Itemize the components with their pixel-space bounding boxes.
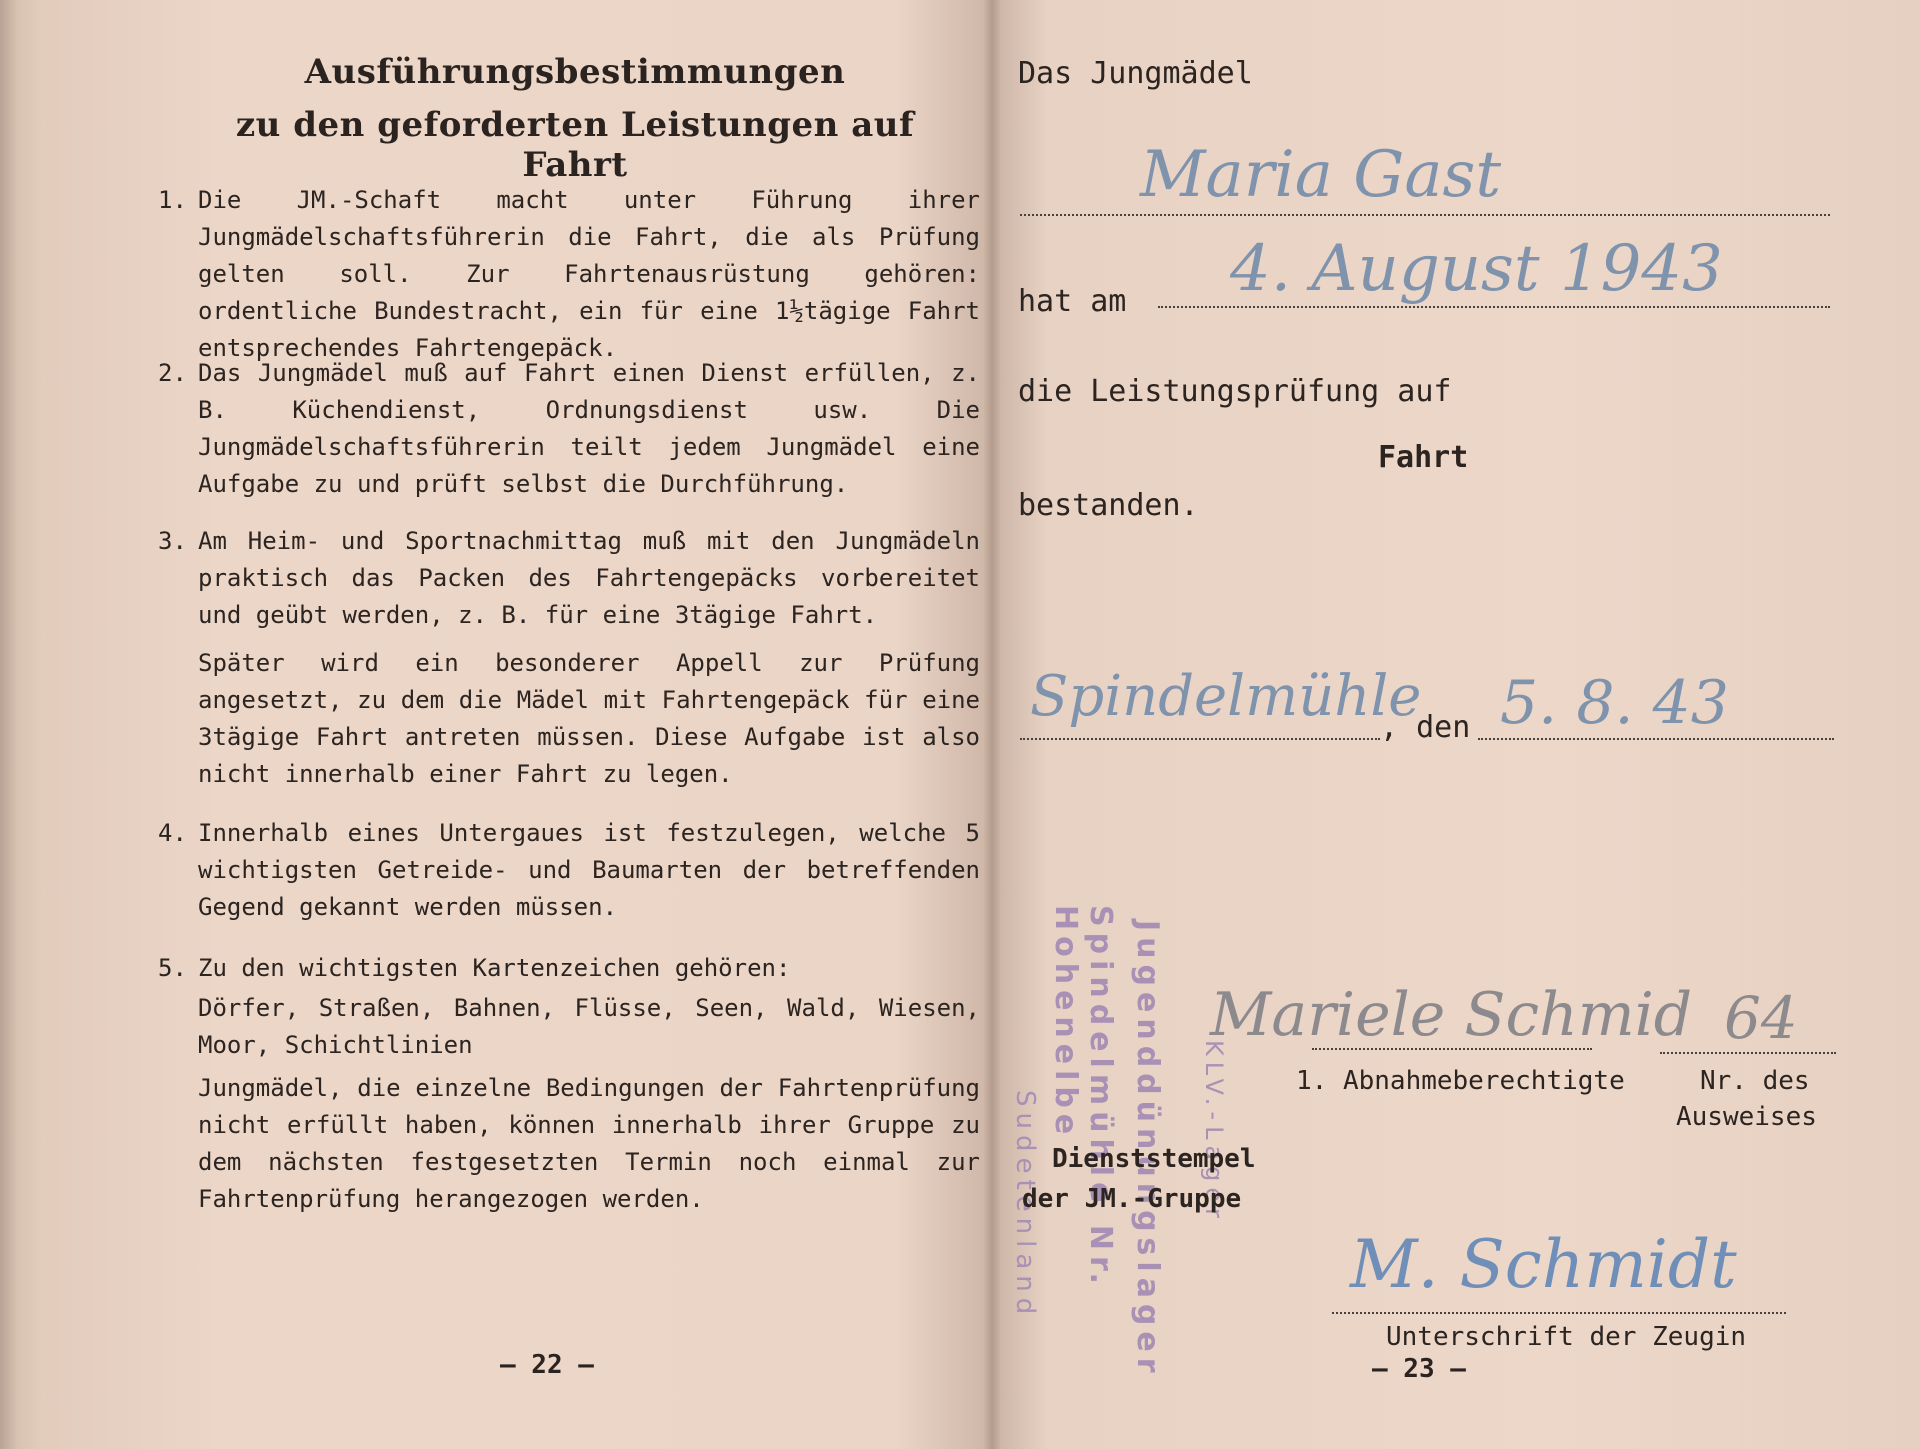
item-2-number: 2.	[158, 359, 187, 387]
label-examiner: 1. Abnahmeberechtigte	[1296, 1066, 1625, 1096]
label-jungmaedel: Das Jungmädel	[1018, 56, 1253, 91]
label-jm-gruppe: der JM.-Gruppe	[1022, 1184, 1242, 1214]
item-3-number: 3.	[158, 527, 187, 555]
label-hat-am: hat am	[1018, 284, 1127, 319]
handwritten-date-2: 5. 8. 43	[1500, 668, 1729, 738]
page-number-right: — 23 —	[1372, 1354, 1466, 1384]
item-5-text: Zu den wichtigsten Kartenzeichen gehören:	[198, 954, 791, 982]
heading-line1: Ausführungsbestimmungen	[304, 52, 846, 92]
item-2-text: Das Jungmädel muß auf Fahrt einen Dienst erfüllen, z. B. Küchendienst, Ordnungsdienst usw. Die Jungmädelschaftsführerin teilt jedem Jungmädel eine Aufgabe zu und prüft selbst die Durchführung.	[198, 359, 980, 498]
handwritten-examiner: Mariele Schmid	[1210, 980, 1693, 1050]
label-den: , den	[1380, 710, 1471, 745]
label-dienststempel: Dienststempel	[1052, 1144, 1256, 1174]
book-gutter	[984, 0, 1000, 1449]
stamp-text-klv: KLV.-Lager	[1200, 1040, 1228, 1225]
name-line	[1020, 214, 1830, 216]
page-edges	[0, 0, 44, 1449]
heading-line2: zu den geforderten Leistungen auf Fahrt	[235, 105, 915, 185]
item-5-note: Jungmädel, die einzelne Bedingungen der Fahrtenprüfung nicht erfüllt haben, können innerhalb ihrer Gruppe zu dem nächsten festgesetzten Termin noch einmal zur Fahrtenprüfung herangezogen werden.	[198, 1074, 980, 1213]
label-ausweises: Ausweises	[1676, 1102, 1817, 1132]
item-1-text: Die JM.-Schaft macht unter Führung ihrer Jungmädelschaftsführerin die Fahrt, die als Prüfung gelten soll. Zur Fahrtenausrüstung gehören: ordentliche Bundestracht, ein für eine 1½tägige Fahrt entsprechendes Fahrtengepäck.	[198, 186, 980, 362]
label-bestanden: bestanden.	[1018, 488, 1199, 523]
label-signature: Unterschrift der Zeugin	[1386, 1322, 1747, 1352]
handwritten-name: Maria Gast	[1140, 138, 1502, 212]
item-5-number: 5.	[158, 954, 187, 982]
signature-line	[1332, 1312, 1786, 1314]
date2-line	[1478, 738, 1834, 740]
place-line	[1020, 738, 1380, 740]
item-4-number: 4.	[158, 819, 187, 847]
date-line	[1158, 306, 1830, 308]
id-number-line	[1660, 1052, 1836, 1054]
item-5-map-symbols: Dörfer, Straßen, Bahnen, Flüsse, Seen, Wald, Wiesen, Moor, Schichtlinien	[198, 994, 980, 1059]
page-number-left: — 22 —	[500, 1350, 594, 1380]
stamp-text-region: Sudetenland	[1010, 1090, 1040, 1321]
handwritten-id-number: 64	[1724, 984, 1798, 1052]
item-3-text-continued: Später wird ein besonderer Appell zur Prüfung angesetzt, zu dem die Mädel mit Fahrtengepäck für eine 3tägige Fahrt antreten müssen. Diese Aufgabe ist also nicht innerhalb einer Fahrt zu legen.	[198, 649, 980, 788]
handwritten-place: Spindelmühle	[1030, 664, 1422, 729]
item-4-text: Innerhalb eines Untergaues ist festzulegen, welche 5 wichtigsten Getreide- und Baumarten der betreffenden Gegend gekannt werden müssen.	[198, 819, 980, 921]
label-fahrt: Fahrt	[1378, 440, 1469, 475]
examiner-line	[1312, 1048, 1592, 1050]
item-3-text: Am Heim- und Sportnachmittag muß mit den Jungmädeln praktisch das Packen des Fahrtengepäcks vorbereitet und geübt werden, z. B. für eine 3tägige Fahrt.	[198, 527, 980, 629]
stamp-text-main: Spindelmühle Nr. Hohenelbe	[1048, 905, 1118, 1290]
handwritten-date: 4. August 1943	[1230, 232, 1723, 306]
stamp-text-camp: Jugenddünungslager	[1130, 920, 1165, 1379]
item-1-number: 1.	[158, 186, 187, 214]
label-leistungspruefung: die Leistungsprüfung auf	[1018, 374, 1452, 409]
label-nr-des: Nr. des	[1700, 1066, 1810, 1096]
handwritten-signature: M. Schmidt	[1350, 1226, 1737, 1303]
